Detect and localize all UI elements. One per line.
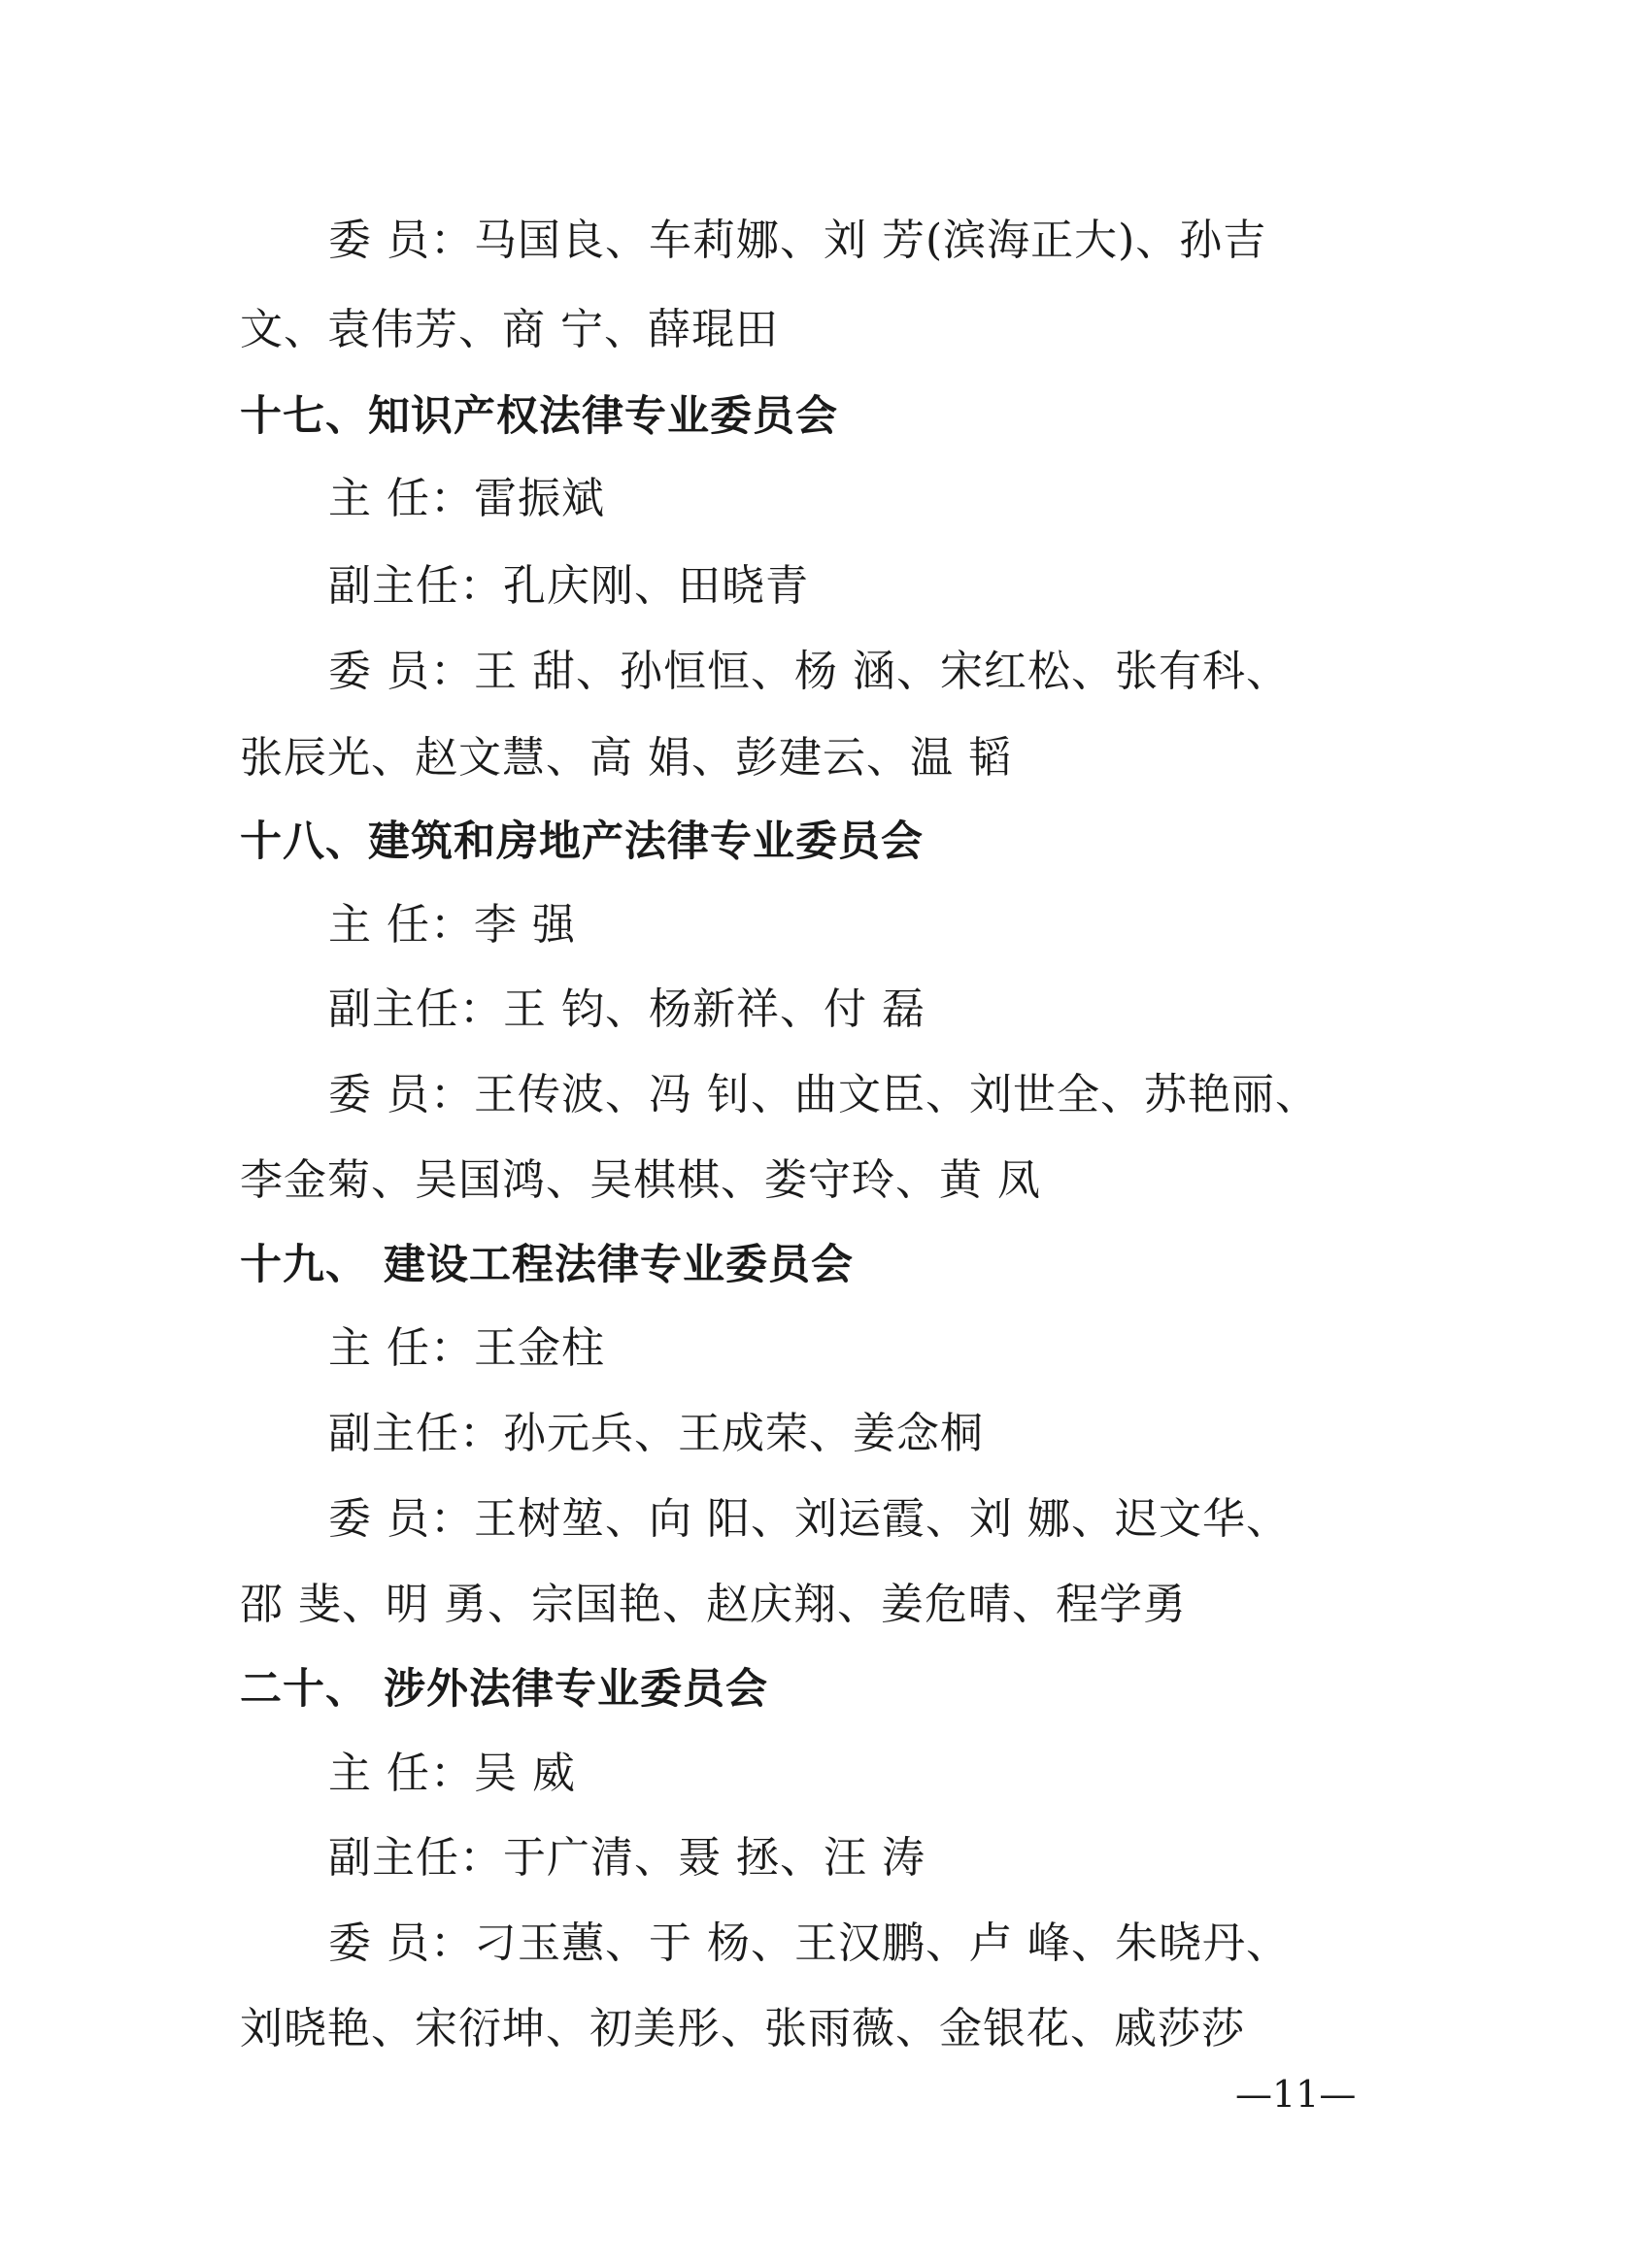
deputy-director-line: 副主任：孔庆刚、田晓青: [328, 561, 809, 611]
member-line-continuation: 刘晓艳、宋衍坤、初美彤、张雨薇、金银花、戚莎莎: [240, 2004, 1245, 2053]
section-heading-17: 十七、知识产权法律专业委员会: [240, 392, 838, 441]
member-line: 委 员：王 甜、孙恒恒、杨 涵、宋红松、张有科、: [328, 647, 1290, 696]
deputy-director-line: 副主任：孙元兵、王成荣、姜念桐: [328, 1409, 984, 1458]
member-line-continuation: 李金菊、吴国鸿、吴棋棋、娄守玲、黄 凤: [240, 1155, 1041, 1205]
deputy-director-line: 副主任：王 钧、杨新祥、付 磊: [328, 984, 925, 1034]
section-heading-19: 十九、 建设工程法律专业委员会: [240, 1241, 854, 1289]
member-line: 委 员：刁玉蕙、于 杨、王汉鹏、卢 峰、朱晓丹、: [328, 1918, 1290, 1968]
member-line: 委 员：王树堃、向 阳、刘运霞、刘 娜、迟文华、: [328, 1494, 1290, 1544]
member-line-continuation: 张辰光、赵文慧、高 娟、彭建云、温 韬: [240, 733, 1012, 783]
section-heading-20: 二十、 涉外法律专业委员会: [240, 1665, 768, 1714]
director-line: 主 任：雷振斌: [328, 474, 605, 523]
deputy-director-line: 副主任：于广清、聂 拯、汪 涛: [328, 1833, 925, 1883]
director-line: 主 任：王金柱: [328, 1323, 605, 1373]
director-line: 主 任：李 强: [328, 900, 576, 950]
member-line: 委 员：王传波、冯 钊、曲文臣、刘世全、苏艳丽、: [328, 1070, 1319, 1119]
director-line: 主 任：吴 威: [328, 1749, 576, 1798]
member-line-continuation: 文、袁伟芳、商 宁、薛琨田: [240, 305, 779, 354]
page-number: —11—: [1235, 2073, 1357, 2116]
member-line-continuation: 邵 斐、明 勇、宗国艳、赵庆翔、姜危晴、程学勇: [240, 1580, 1187, 1629]
member-line: 委 员：马国良、车莉娜、刘 芳(滨海正大)、孙吉: [328, 216, 1267, 265]
section-heading-18: 十八、建筑和房地产法律专业委员会: [240, 817, 924, 866]
